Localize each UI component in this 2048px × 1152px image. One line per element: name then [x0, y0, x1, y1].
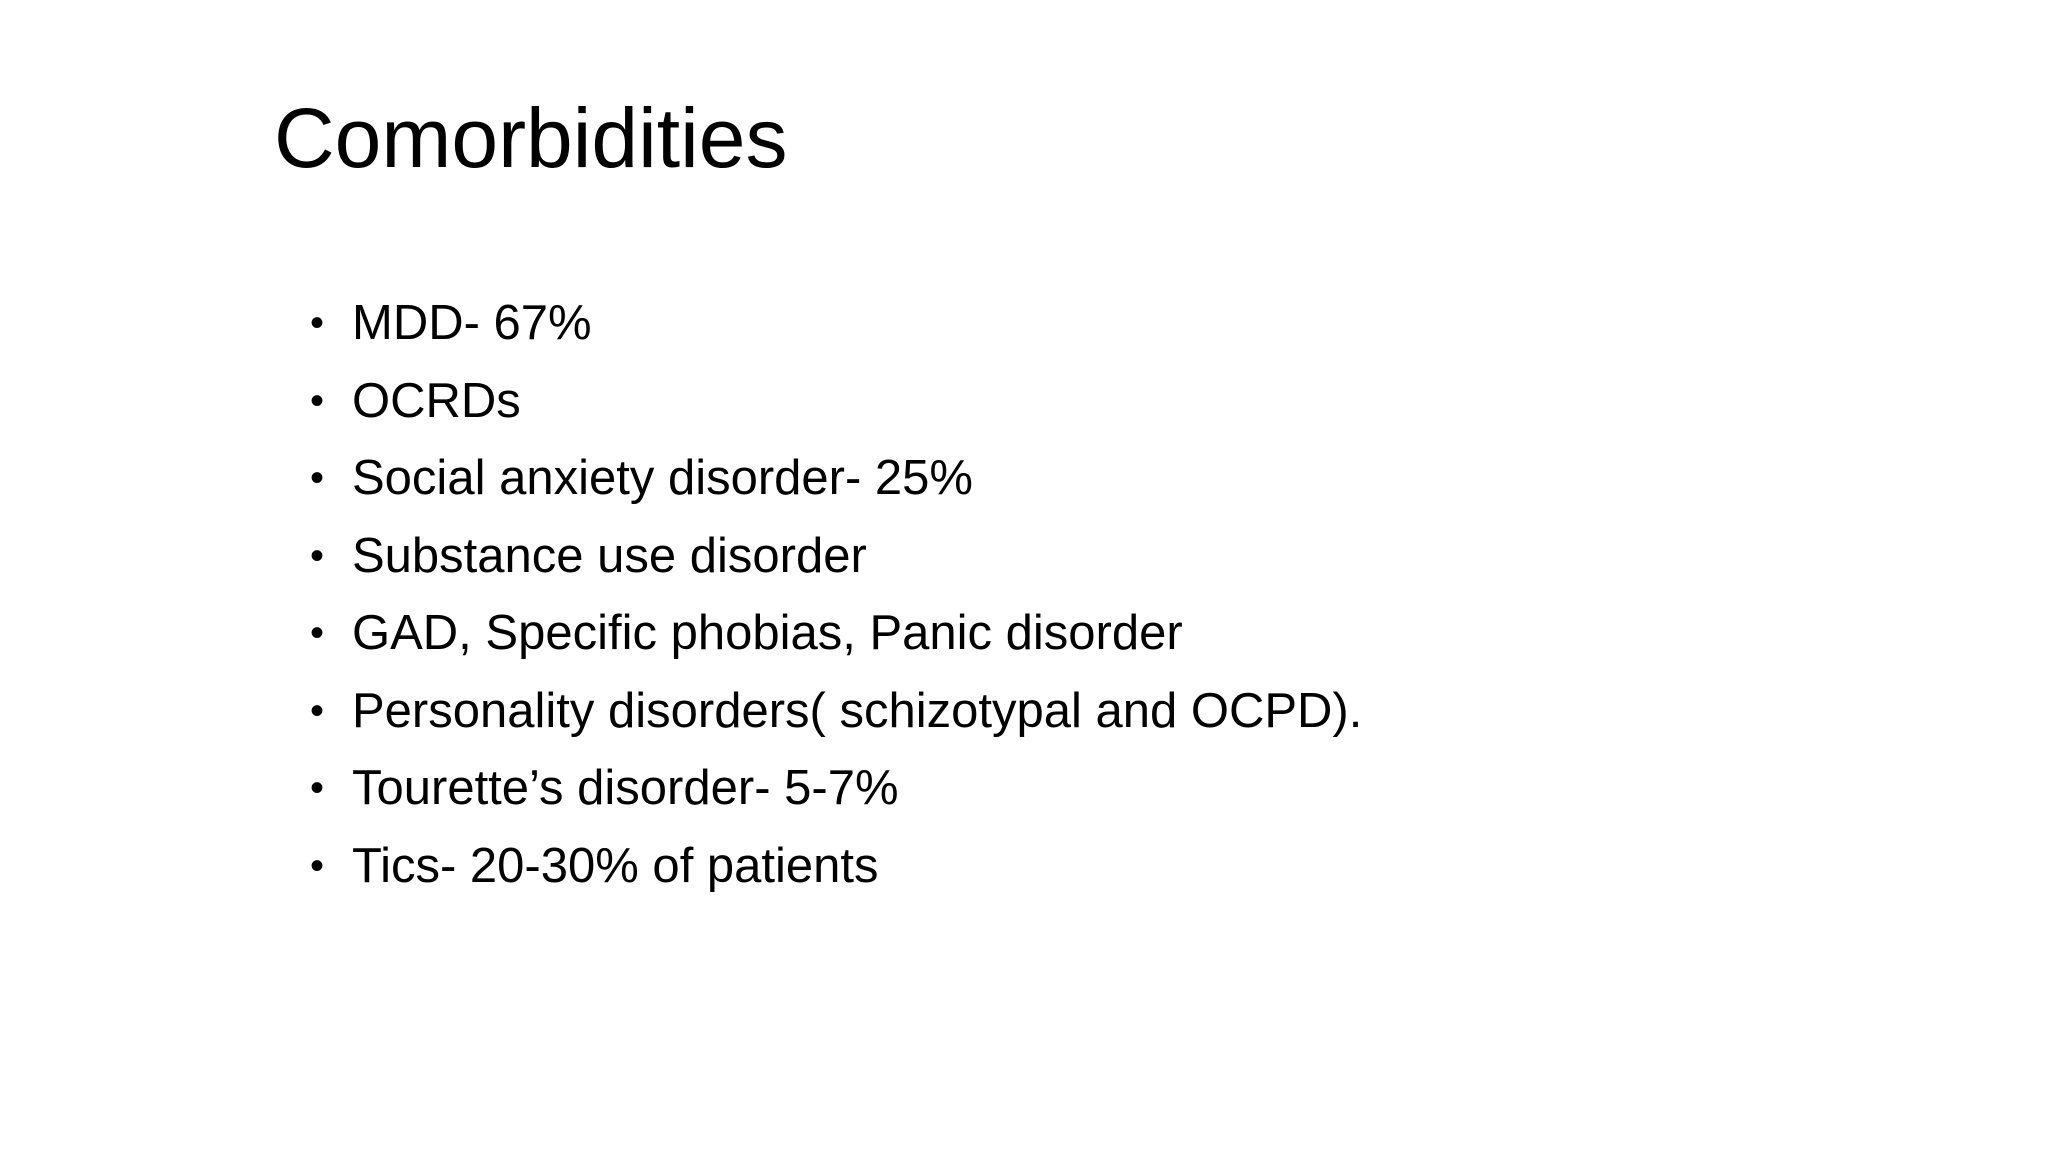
list-item: [310, 757, 1362, 835]
bullet-icon: •: [310, 611, 325, 655]
list-item-text: MDD- 67%: [352, 296, 592, 350]
bullet-icon: •: [310, 533, 325, 578]
list-item: [310, 447, 1362, 525]
bullet-icon: •: [310, 766, 325, 810]
list-item-text: Social anxiety disorder- 25%: [352, 451, 973, 505]
bullet-icon: •: [310, 456, 325, 500]
list-item: [310, 370, 1362, 448]
bullet-list: [310, 292, 1362, 912]
list-item-text: Tourette’s disorder- 5-7%: [352, 761, 899, 815]
list-item: [310, 835, 1362, 913]
bullet-icon: •: [310, 301, 325, 345]
slide-title: Comorbidities: [274, 91, 788, 185]
list-item-text: GAD, Specific phobias, Panic disorder: [352, 606, 1183, 660]
list-item: [310, 292, 1362, 370]
list-item: [310, 525, 1362, 603]
list-item: [310, 602, 1362, 680]
list-item-text: OCRDs: [352, 373, 521, 428]
bullet-icon: •: [310, 843, 325, 888]
list-item-text: Tics- 20-30% of patients: [352, 838, 879, 893]
list-item: [310, 680, 1362, 758]
list-item-text: Substance use disorder: [352, 528, 867, 583]
bullet-icon: •: [310, 378, 325, 423]
list-item-text: Personality disorders( schizotypal and OCPD).: [352, 683, 1363, 738]
bullet-icon: •: [310, 688, 325, 733]
